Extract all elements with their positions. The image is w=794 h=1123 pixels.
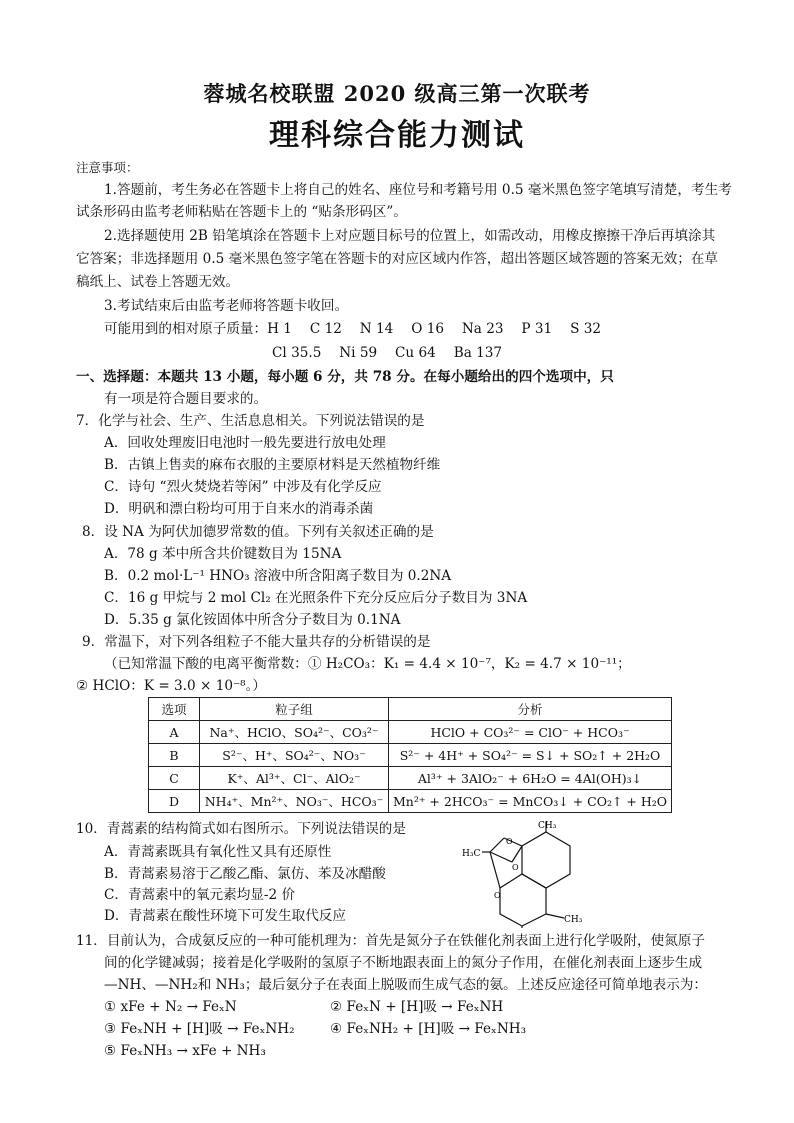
q7-stem: 7．化学与社会、生产、生活息息相关。下列说法错误的是 [76, 413, 425, 429]
table-header-cell: 分析 [389, 698, 672, 721]
table-cell: HClO + CO₃²⁻ = ClO⁻ + HCO₃⁻ [389, 721, 672, 744]
q8-option-c: C．16 g 甲烷与 2 mol Cl₂ 在光照条件下充分反应后分子数目为 3NA [104, 590, 528, 606]
table-cell: K⁺、Al³⁺、Cl⁻、AlO₂⁻ [200, 767, 389, 790]
table-cell: D [149, 790, 200, 813]
q7-option-b: B．古镇上售卖的麻布衣服的主要原材料是天然植物纤维 [104, 457, 441, 473]
table-header-cell: 粒子组 [200, 698, 389, 721]
q11-eq1: ① xFe + N₂ → FeₓN [104, 999, 237, 1015]
q7-option-a: A．回收处理废旧电池时一般先要进行放电处理 [104, 435, 386, 451]
q8-option-a: A．78 g 苯中所含共价键数目为 15NA [104, 546, 342, 562]
table-cell: S²⁻、H⁺、SO₄²⁻、NO₃⁻ [200, 744, 389, 767]
q9-note-line1: （已知常温下酸的电离平衡常数：① H₂CO₃：K₁ = 4.4 × 10⁻⁷，K₂ = 4.7 × 10⁻¹¹； [104, 656, 631, 672]
q11-line1: 11．目前认为，合成氨反应的一种可能机理为：首先是氮分子在铁催化剂表面上进行化学吸附，使氮原子 [76, 933, 706, 949]
notice-item2-line2: 它答案；非选择题用 0.5 毫米黑色签字笔在答题卡的对应区域内作答，超出答题区域答题的答案无效；在草 [76, 251, 718, 267]
table-cell: C [149, 767, 200, 790]
table-row [149, 744, 672, 767]
q11-line3: —NH、—NH₂和 NH₃；最后氨分子在表面上脱吸而生成气态的氨。上述反应途径可简单地表示为： [104, 977, 708, 993]
q10-option-c: C．青蒿素中的氧元素均显-2 价 [104, 887, 296, 903]
methyl-label-top: CH₃ [538, 821, 557, 831]
table-row [149, 767, 672, 790]
q11-eq5: ⑤ FeₓNH₃ → xFe + NH₃ [104, 1043, 266, 1059]
svg-text:O: O [494, 891, 501, 900]
q9-stem: 9．常温下，对下列各组粒子不能大量共存的分析错误的是 [82, 634, 431, 650]
notice-item1-line2: 试条形码由监考老师粘贴在答题卡上的 “贴条形码区”。 [76, 204, 407, 220]
notice-item2-line1: 2.选择题使用 2B 铅笔填涂在答题卡上对应题目标号的位置上，如需改动，用橡皮擦擦干净后再填涂其 [104, 228, 716, 244]
notice-heading: 注意事项： [76, 160, 139, 175]
q7-option-d: D．明矾和漂白粉均可用于自来水的消毒杀菌 [104, 501, 374, 517]
table-cell: NH₄⁺、Mn²⁺、NO₃⁻、HCO₃⁻ [200, 790, 389, 813]
q10-option-a: A．青蒿素既具有氧化性又具有还原性 [104, 844, 332, 860]
notice-item2-line3: 稿纸上、试卷上答题无效。 [76, 274, 240, 290]
table-cell: Al³⁺ + 3AlO₂⁻ + 6H₂O = 4Al(OH)₃↓ [389, 767, 672, 790]
q7-option-c: C．诗句 “烈火焚烧若等闲” 中涉及有化学反应 [104, 479, 382, 495]
table-cell: B [149, 744, 200, 767]
table-header-cell: 选项 [149, 698, 200, 721]
atomic-mass-line1: 可能用到的相对原子质量：H 1 C 12 N 14 O 16 Na 23 P 31 S 32 [104, 321, 602, 337]
notice-item1-line1: 1.答题前，考生务必在答题卡上将自己的姓名、座位号和考籍号用 0.5 毫米黑色签字笔填写清楚，考生考 [104, 182, 732, 198]
q9-table [148, 697, 672, 813]
q8-stem: 8．设 NA 为阿伏加德罗常数的值。下列有关叙述正确的是 [82, 524, 434, 540]
q11-eq4: ④ FeₓNH₂ + [H]吸 → FeₓNH₃ [330, 1021, 527, 1037]
notice-item3: 3.考试结束后由监考老师将答题卡收回。 [104, 298, 349, 314]
table-cell: Mn²⁺ + 2HCO₃⁻ = MnCO₃↓ + CO₂↑ + H₂O [389, 790, 672, 813]
table-row [149, 721, 672, 744]
q8-option-b: B．0.2 mol·L⁻¹ HNO₃ 溶液中所含阳离子数目为 0.2NA [104, 568, 452, 584]
svg-text:O: O [506, 837, 513, 846]
q10-option-b: B．青蒿素易溶于乙酸乙酯、氯仿、苯及冰醋酸 [104, 866, 386, 882]
table-cell: S²⁻ + 4H⁺ + SO₄²⁻ = S↓ + SO₂↑ + 2H₂O [389, 744, 672, 767]
q9-note-line2: ② HClO：K = 3.0 × 10⁻⁸。） [76, 678, 266, 694]
exam-title: 蓉城名校联盟 2020 级高三第一次联考 [203, 81, 591, 106]
methyl-label-right: CH₃ [564, 915, 583, 925]
q11-line2: 间的化学键减弱；接着是化学吸附的氢原子不断地跟表面上的氮分子作用，在催化剂表面上逐步生成 [104, 955, 703, 971]
table-cell: A [149, 721, 200, 744]
table-header-row [149, 698, 672, 721]
atomic-mass-line2: Cl 35.5 Ni 59 Cu 64 Ba 137 [272, 345, 503, 361]
q10-option-d: D．青蒿素在酸性环境下可发生取代反应 [104, 908, 346, 924]
section1-line1: 一、选择题：本题共 13 小题，每小题 6 分，共 78 分。在每小题给出的四个选项中，只 [76, 369, 614, 385]
section1-line2: 有一项是符合题目要求的。 [104, 391, 268, 407]
svg-text:O: O [512, 863, 519, 872]
methyl-label-left: H₃C [462, 849, 481, 859]
table-cell: Na⁺、HClO、SO₄²⁻、CO₃²⁻ [200, 721, 389, 744]
q8-option-d: D．5.35 g 氯化铵固体中所含分子数目为 0.1NA [104, 612, 401, 628]
exam-subtitle: 理科综合能力测试 [269, 118, 525, 153]
table-row [149, 790, 672, 813]
artemisinin-structure-diagram [460, 818, 600, 928]
q11-eq3: ③ FeₓNH + [H]吸 → FeₓNH₂ [104, 1021, 295, 1037]
q10-stem: 10．青蒿素的结构简式如右图所示。下列说法错误的是 [76, 821, 406, 837]
q11-eq2: ② FeₓN + [H]吸 → FeₓNH [330, 999, 504, 1015]
